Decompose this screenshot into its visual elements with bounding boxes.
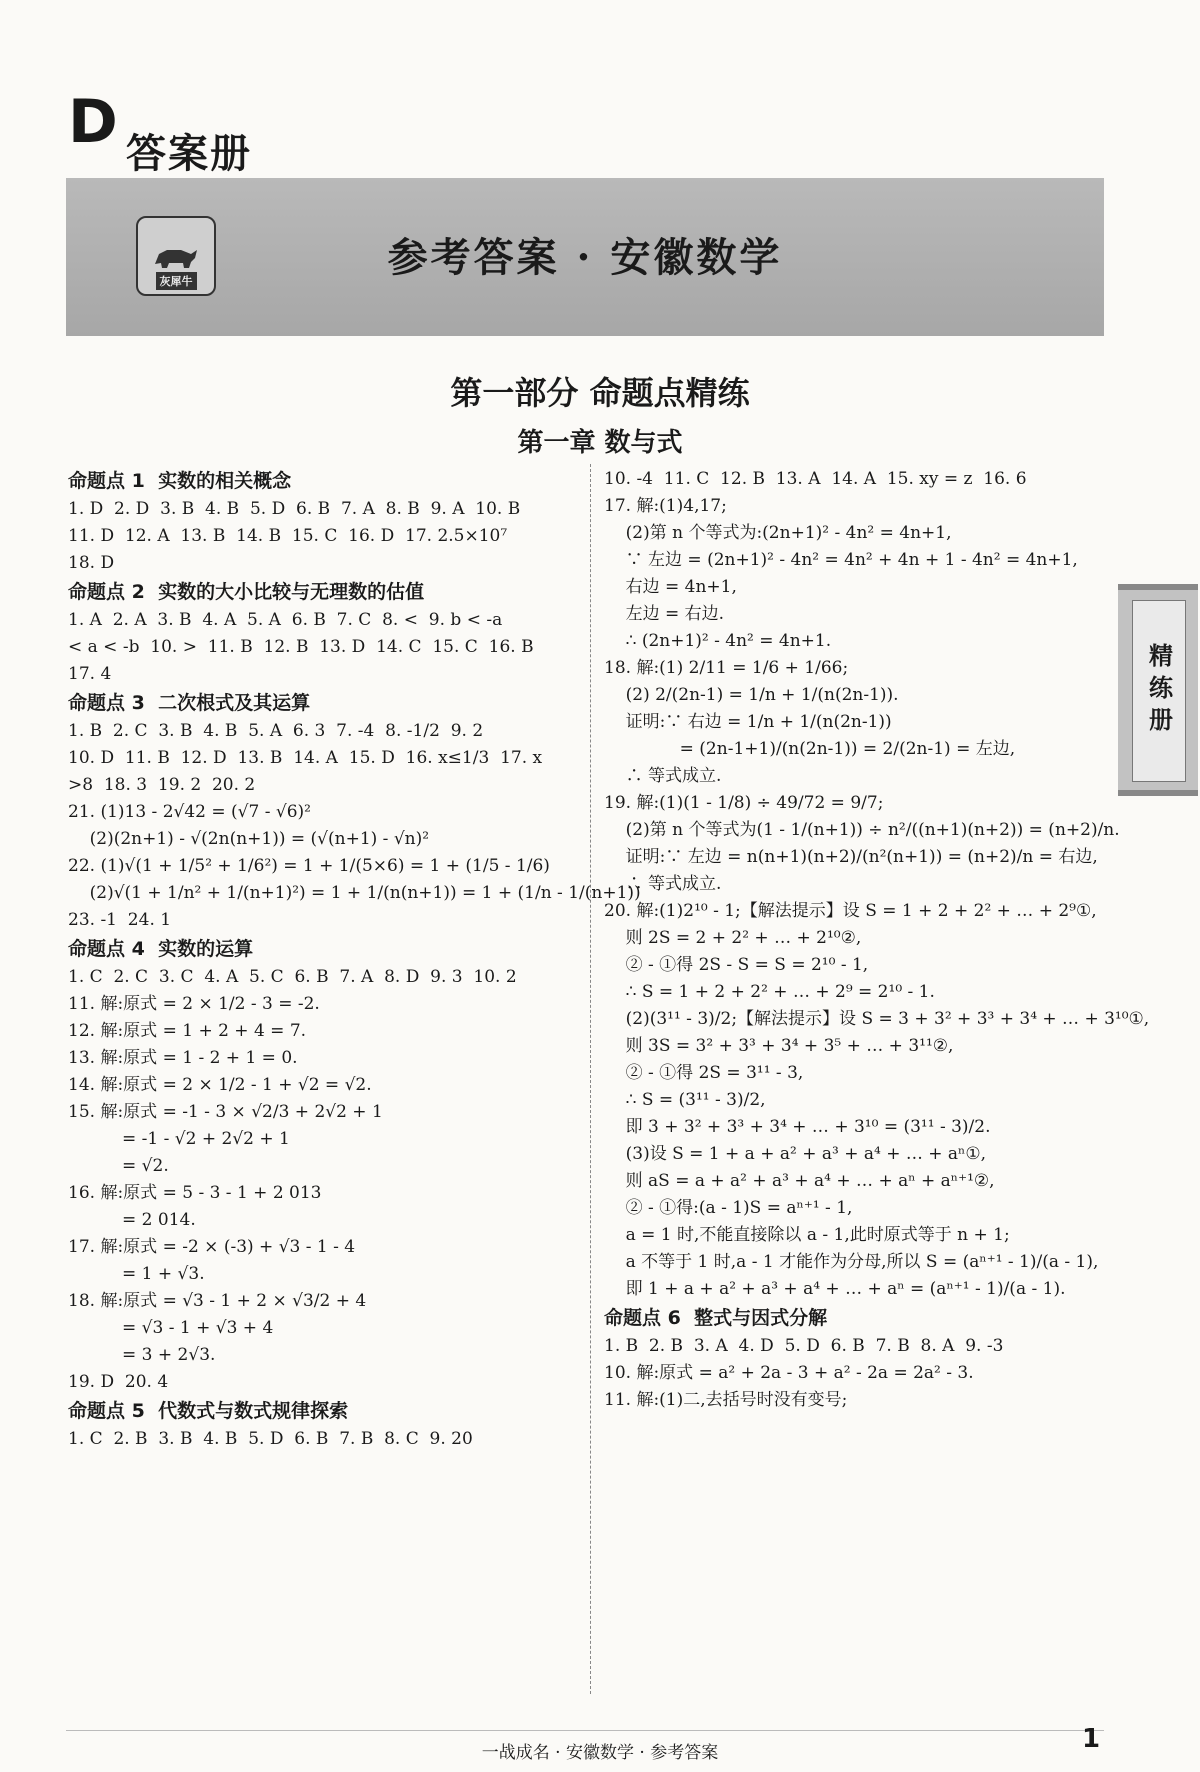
answer-line: (2) 2/(2n-1) = 1/n + 1/(n(2n-1)). — [604, 685, 899, 705]
left-answer-column — [68, 466, 641, 1453]
answer-line: 证明:∵ 右边 = 1/n + 1/(n(2n-1)) — [604, 712, 892, 732]
answer-line: 18. D — [68, 553, 115, 573]
answer-line: (2)√(1 + 1/n² + 1/(n+1)²) = 1 + 1/(n(n+1)) = 1 + (1/n - 1/(n+1)) — [68, 883, 641, 903]
answer-line: 17. 4 — [68, 664, 112, 684]
part-title: 第一部分 命题点精练 — [450, 374, 750, 412]
answer-line: 即 1 + a + a² + a³ + a⁴ + … + aⁿ = (aⁿ⁺¹ - 1)/(a - 1). — [604, 1279, 1066, 1299]
answer-line: 15. 解:原式 = -1 - 3 × √2/3 + 2√2 + 1 — [68, 1102, 383, 1122]
answer-line: 1. D 2. D 3. B 4. B 5. D 6. B 7. A 8. B 9. A 10. B — [68, 499, 521, 519]
answer-line: = √2. — [68, 1156, 169, 1176]
side-tab — [1118, 584, 1198, 796]
answer-line: 10. -4 11. C 12. B 13. A 14. A 15. xy = z 16. 6 — [604, 469, 1027, 489]
section-heading: 命题点 3 二次根式及其运算 — [68, 692, 311, 714]
answer-line: 23. -1 24. 1 — [68, 910, 172, 930]
answer-line: 即 3 + 3² + 3³ + 3⁴ + … + 3¹⁰ = (3¹¹ - 3)/2. — [604, 1117, 991, 1137]
answer-line: 11. 解:原式 = 2 × 1/2 - 3 = -2. — [68, 994, 320, 1014]
answer-line: 左边 = 右边. — [604, 604, 725, 624]
answer-line: 19. 解:(1)(1 - 1/8) ÷ 49/72 = 9/7; — [604, 793, 884, 813]
answer-line: 18. 解:(1) 2/11 = 1/6 + 1/66; — [604, 658, 849, 678]
answer-line: ∴ S = (3¹¹ - 3)/2, — [604, 1090, 766, 1110]
answer-line: 1. C 2. B 3. B 4. B 5. D 6. B 7. B 8. C 9. 20 — [68, 1429, 473, 1449]
section-heading: 命题点 2 实数的大小比较与无理数的估值 — [68, 581, 425, 603]
answer-line: 14. 解:原式 = 2 × 1/2 - 1 + √2 = √2. — [68, 1075, 372, 1095]
answer-line: ∴ 等式成立. — [604, 766, 722, 786]
answer-line: 13. 解:原式 = 1 - 2 + 1 = 0. — [68, 1048, 298, 1068]
answer-line: ∴ S = 1 + 2 + 2² + … + 2⁹ = 2¹⁰ - 1. — [604, 982, 935, 1002]
answer-line: 17. 解:原式 = -2 × (-3) + √3 - 1 - 4 — [68, 1237, 356, 1257]
answer-line: 22. (1)√(1 + 1/5² + 1/6²) = 1 + 1/(5×6) = 1 + (1/5 - 1/6) — [68, 856, 550, 876]
section-heading: 命题点 5 代数式与数式规律探索 — [68, 1400, 349, 1422]
answer-line: ② - ①得:(a - 1)S = aⁿ⁺¹ - 1, — [604, 1198, 853, 1218]
answer-line: 证明:∵ 左边 = n(n+1)(n+2)/(n²(n+1)) = (n+2)/n = 右边, — [604, 847, 1098, 867]
answer-line: 20. 解:(1)2¹⁰ - 1;【解法提示】设 S = 1 + 2 + 2² + … + 2⁹①, — [604, 901, 1097, 921]
logo-brand-text: 灰犀牛 — [156, 272, 197, 290]
section-heading: 命题点 4 实数的运算 — [68, 938, 254, 960]
answer-line: 17. 解:(1)4,17; — [604, 496, 727, 516]
answer-line: = 3 + 2√3. — [68, 1345, 216, 1365]
answer-line: 18. 解:原式 = √3 - 1 + 2 × √3/2 + 4 — [68, 1291, 367, 1311]
answer-line: 1. A 2. A 3. B 4. A 5. A 6. B 7. C 8. < 9. b < -a — [68, 610, 503, 630]
answer-line: 则 3S = 3² + 3³ + 3⁴ + 3⁵ + … + 3¹¹②, — [604, 1036, 954, 1056]
answer-line: 16. 解:原式 = 5 - 3 - 1 + 2 013 — [68, 1183, 322, 1203]
answer-line: (2)第 n 个等式为(1 - 1/(n+1)) ÷ n²/((n+1)(n+2)) = (n+2)/n. — [604, 820, 1120, 840]
answer-line: >8 18. 3 19. 2 20. 2 — [68, 775, 256, 795]
column-divider — [590, 464, 591, 1694]
right-answer-column — [604, 466, 1150, 1414]
answer-line: ② - ①得 2S = 3¹¹ - 3, — [604, 1063, 804, 1083]
answer-line: 11. 解:(1)二,去括号时没有变号; — [604, 1390, 848, 1410]
answer-line: 1. B 2. B 3. A 4. D 5. D 6. B 7. B 8. A 9. -3 — [604, 1336, 1004, 1356]
section-heading: 命题点 1 实数的相关概念 — [68, 470, 292, 492]
banner-title: 参考答案 · 安徽数学 — [387, 234, 783, 281]
answer-line: ∴ (2n+1)² - 4n² = 4n+1. — [604, 631, 832, 651]
answer-line: 1. C 2. C 3. C 4. A 5. C 6. B 7. A 8. D 9. 3 10. 2 — [68, 967, 517, 987]
answer-line: 10. D 11. B 12. D 13. B 14. A 15. D 16. x≤1/3 17. x — [68, 748, 543, 768]
answer-line: = √3 - 1 + √3 + 4 — [68, 1318, 274, 1338]
answer-line: 10. 解:原式 = a² + 2a - 3 + a² - 2a = 2a² - 3. — [604, 1363, 974, 1383]
answer-line: 12. 解:原式 = 1 + 2 + 4 = 7. — [68, 1021, 307, 1041]
answer-line: ∴ 等式成立. — [604, 874, 722, 894]
side-tab-label: 精练册 — [1144, 643, 1174, 739]
footer-rule — [66, 1730, 1104, 1731]
answer-line: = -1 - √2 + 2√2 + 1 — [68, 1129, 290, 1149]
answer-line: ∵ 左边 = (2n+1)² - 4n² = 4n² + 4n + 1 - 4n² = 4n+1, — [604, 550, 1078, 570]
answer-line: 21. (1)13 - 2√42 = (√7 - √6)² — [68, 802, 311, 822]
answer-line: 1. B 2. C 3. B 4. B 5. A 6. 3 7. -4 8. -1/2 9. 2 — [68, 721, 484, 741]
book-title: 答案册 — [126, 130, 252, 177]
answer-line: 则 aS = a + a² + a³ + a⁴ + … + aⁿ + aⁿ⁺¹②, — [604, 1171, 995, 1191]
answer-line: (2)(3¹¹ - 3)/2;【解法提示】设 S = 3 + 3² + 3³ + 3⁴ + … + 3¹⁰①, — [604, 1009, 1150, 1029]
answer-line: (2)第 n 个等式为:(2n+1)² - 4n² = 4n+1, — [604, 523, 952, 543]
chapter-title: 第一章 数与式 — [517, 428, 683, 458]
answer-line: a = 1 时,不能直接除以 a - 1,此时原式等于 n + 1; — [604, 1225, 1010, 1245]
answer-line: = 1 + √3. — [68, 1264, 205, 1284]
answer-line: 则 2S = 2 + 2² + … + 2¹⁰②, — [604, 928, 862, 948]
answer-line: a 不等于 1 时,a - 1 才能作为分母,所以 S = (aⁿ⁺¹ - 1)/(a - 1), — [604, 1252, 1099, 1272]
answer-line: (2)(2n+1) - √(2n(n+1)) = (√(n+1) - √n)² — [68, 829, 430, 849]
answer-line: = (2n-1+1)/(n(2n-1)) = 2/(2n-1) = 左边, — [604, 739, 1016, 759]
answer-line: < a < -b 10. > 11. B 12. B 13. D 14. C 15. C 16. B — [68, 637, 534, 657]
title-banner — [66, 178, 1104, 336]
section-heading: 命题点 6 整式与因式分解 — [604, 1307, 828, 1329]
answer-line: = 2 014. — [68, 1210, 196, 1230]
answer-line: 19. D 20. 4 — [68, 1372, 169, 1392]
answer-line: 11. D 12. A 13. B 14. B 15. C 16. D 17. 2.5×10⁷ — [68, 526, 508, 546]
answer-line: ② - ①得 2S - S = S = 2¹⁰ - 1, — [604, 955, 869, 975]
section-letter: D — [68, 87, 118, 157]
footer-text: 一战成名 · 安徽数学 · 参考答案 — [481, 1743, 719, 1763]
page-number: 1 — [1082, 1724, 1101, 1754]
answer-line: (3)设 S = 1 + a + a² + a³ + a⁴ + … + aⁿ①, — [604, 1144, 987, 1164]
answer-line: 右边 = 4n+1, — [604, 577, 737, 597]
